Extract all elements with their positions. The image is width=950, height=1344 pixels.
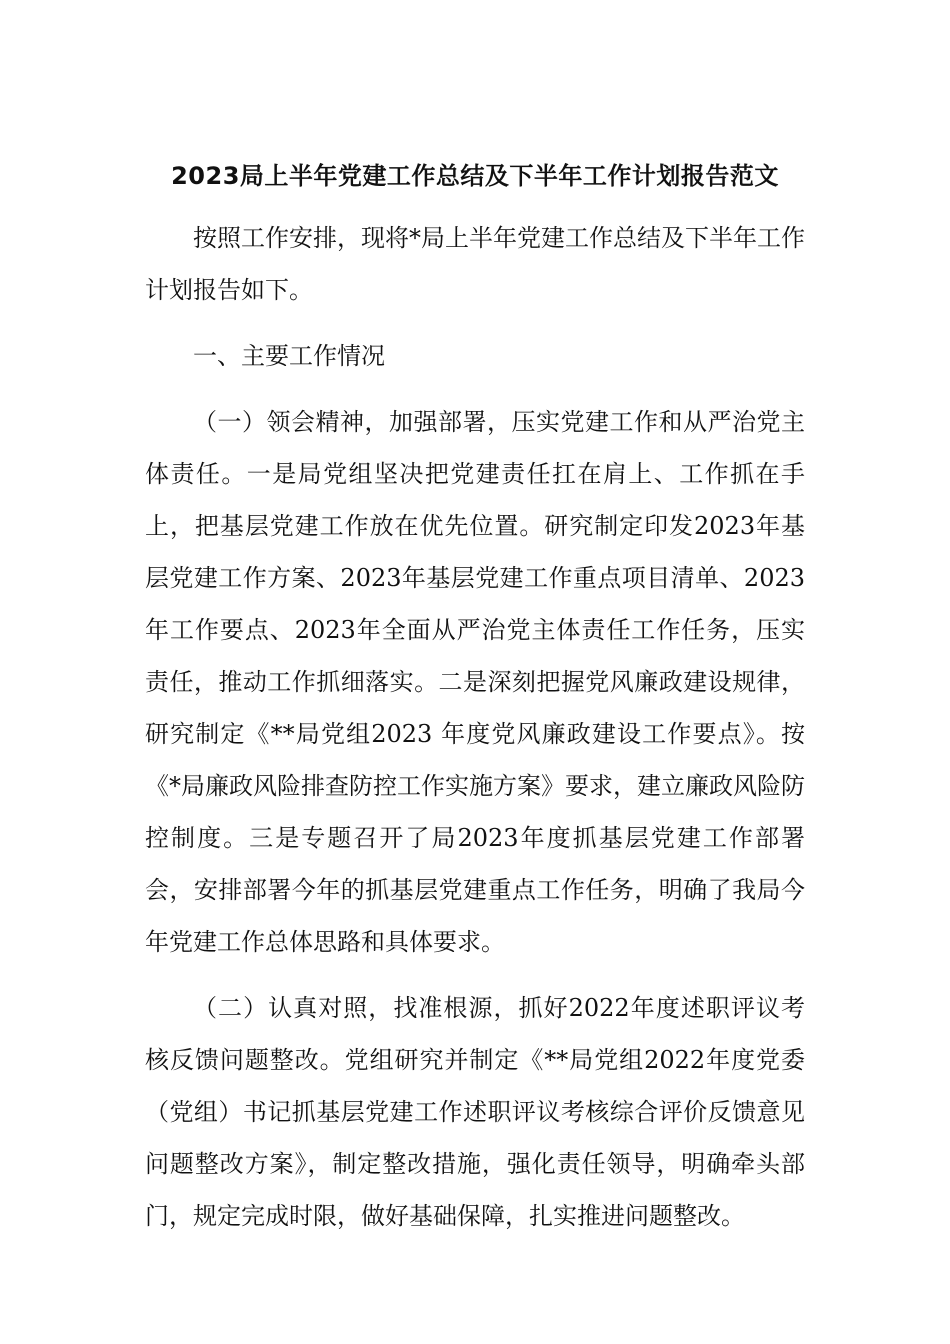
paragraph-section-two: （二）认真对照，找准根源，抓好2022年度述职评议考核反馈问题整改。党组研究并制定《**局党组2022年度党委（党组）书记抓基层党建工作述职评议考核综合评价反馈意见问题整改方案》，制定整改措施，强化责任领导，明确牵头部门，规定完成时限，做好基础保障，扎实推进问题整改。 <box>145 994 805 1230</box>
document-title: 2023局上半年党建工作总结及下半年工作计划报告范文 <box>171 162 779 190</box>
paragraph-section-one: （一）领会精神，加强部署，压实党建工作和从严治党主体责任。一是局党组坚决把党建责任扛在肩上、工作抓在手上，把基层党建工作放在优先位置。研究制定印发2023年基层党建工作方案、2023年基层党建工作重点项目清单、2023年工作要点、2023年全面从严治党主体责任工作任务，压实责任，推动工作抓细落实。二是深刻把握党风廉政建设规律，研究制定《**局党组2023 年度党风廉政建设工作要点》。按《*局廉政风险排查防控工作实施方案》要求，建立廉政风险防控制度。三是专题召开了局2023年度抓基层党建工作部署会，安排部署今年的抓基层党建重点工作任务，明确了我局今年党建工作总体思路和具体要求。 <box>145 408 805 956</box>
section-heading-main-work: 一、主要工作情况 <box>193 342 385 370</box>
document-body <box>145 212 805 1242</box>
intro-paragraph: 按照工作安排，现将*局上半年党建工作总结及下半年工作计划报告如下。 <box>145 224 805 304</box>
